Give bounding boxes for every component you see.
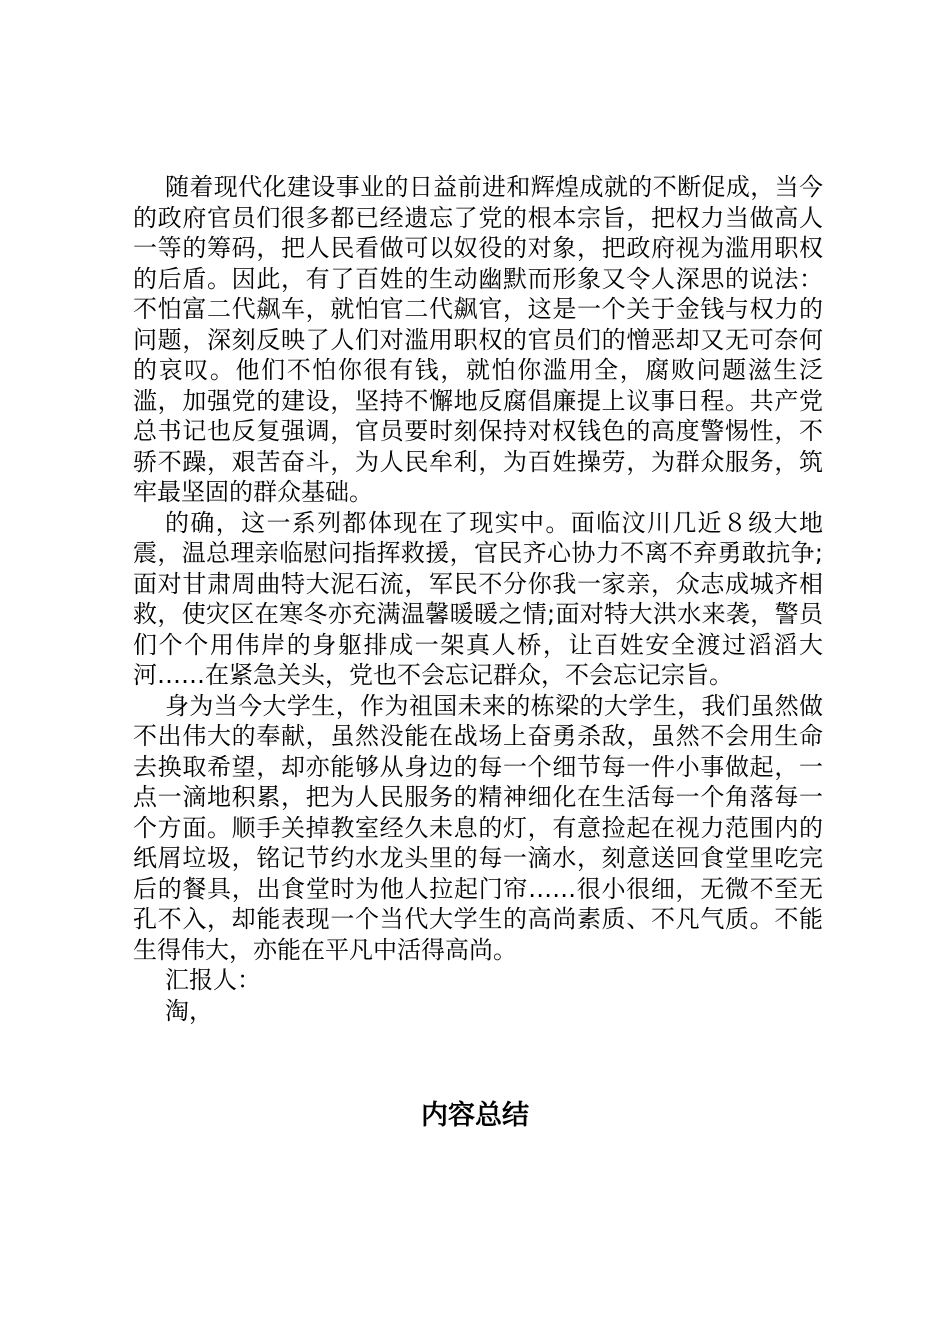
paragraph-2: 的确，这一系列都体现在了现实中。面临汶川几近８级大地震，温总理亲临慰问指挥救援，官民齐心协力不离不弃勇敢抗争;面对甘肃周曲特大泥石流，军民不分你我一家亲，众志成城齐相救，使灾区在寒冬亦充满温馨暖暖之情;面对特大洪水来袭，警员们个个用伟岸的身躯排成一架真人桥，让百姓安全渡过滔滔大河……在紧急关头，党也不会忘记群众，不会忘记宗旨。 <box>133 508 823 689</box>
paragraph-1: 随着现代化建设事业的日益前进和辉煌成就的不断促成，当今的政府官员们很多都已经遗忘了党的根本宗旨，把权力当做高人一等的筹码，把人民看做可以奴役的对象，把政府视为滥用职权的后盾。因此，有了百姓的生动幽默而形象又令人深思的说法：不怕富二代飙车，就怕官二代飙官，这是一个关于金钱与权力的问题，深刻反映了人们对滥用职权的官员们的憎恶却又无可奈何的哀叹。他们不怕你很有钱，就怕你滥用全，腐败问题滋生泛滥，加强党的建设，坚持不懈地反腐倡廉提上议事日程。共产党总书记也反复强调，官员要时刻保持对权钱色的高度警惕性，不骄不躁，艰苦奋斗，为人民牟利，为百姓操劳，为群众服务，筑牢最坚固的群众基础。 <box>133 173 823 506</box>
summary-title: 内容总结 <box>421 1100 529 1131</box>
document-body <box>133 172 823 1026</box>
reporter-name: 淘， <box>165 996 213 1025</box>
reporter-label: 汇报人： <box>165 966 261 994</box>
paragraph-3: 身为当今大学生，作为祖国未来的栋梁的大学生，我们虽然做不出伟大的奉献，虽然没能在战场上奋勇杀敌，虽然不会用生命去换取希望，却亦能够从身边的每一个细节每一件小事做起，一点一滴地积累，把为人民服务的精神细化在生活每一个角落每一个方面。顺手关掉教室经久未息的灯，有意捡起在视力范围内的纸屑垃圾，铭记节约水龙头里的每一滴水，刻意送回食堂里吃完后的餐具，出食堂时为他人拉起门帘……很小很细，无微不至无孔不入，却能表现一个当代大学生的高尚素质、不凡气质。不能生得伟大，亦能在平凡中活得高尚。 <box>133 691 823 964</box>
